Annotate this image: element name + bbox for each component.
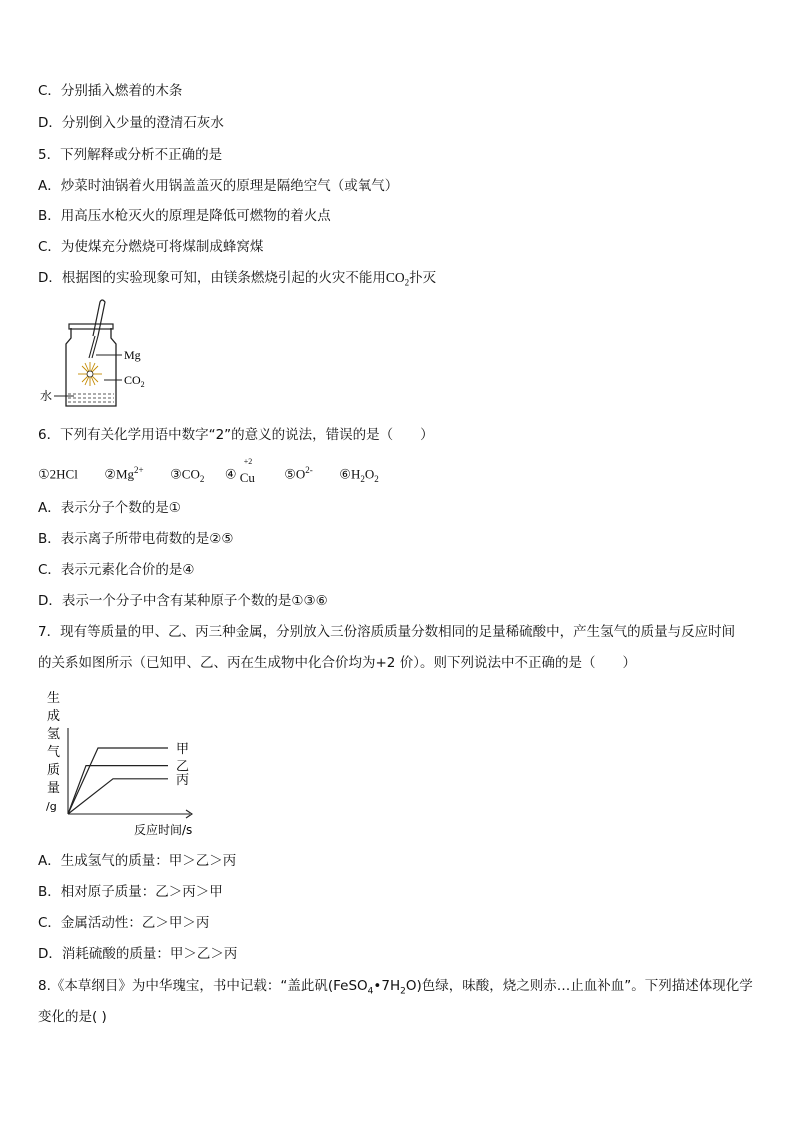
- y-axis-label-char: 氢: [47, 727, 61, 742]
- y-axis-label-char: 气: [47, 745, 61, 760]
- q6-option-d: D．表示一个分子中含有某种原子个数的是①③⑥: [38, 593, 328, 609]
- q5-option-d-formula-sub: 2: [404, 277, 410, 288]
- q5-option-d: [38, 269, 436, 292]
- q8-stem-a: 8.《本草纲目》为中华瑰宝，书中记载：“盖此矾(FeSO: [38, 978, 368, 994]
- y-axis-label-char: 成: [47, 709, 61, 724]
- y-axis-label-char: 生: [47, 691, 61, 706]
- q6-option-b: B．表示离子所带电荷数的是②⑤: [38, 531, 234, 547]
- q5-stem: 5．下列解释或分析不正确的是: [38, 147, 223, 163]
- y-axis-label-char: 量: [47, 781, 61, 796]
- q6-item-4: ④: [224, 466, 237, 482]
- q6-item-3-sub: 2: [199, 473, 205, 484]
- q6-items: [38, 457, 379, 488]
- q5-option-c: C．为使煤充分燃烧可将煤制成蜂窝煤: [38, 239, 264, 255]
- q5-option-d-tail: 扑灭: [409, 270, 437, 286]
- q8-stem-line2: 变化的是( ): [38, 1009, 107, 1025]
- q5-jar-figure: [38, 298, 168, 413]
- q8-stem-b: O)色绿，味酸，烧之则赤…止血补血”。下列描述体现化学: [405, 978, 753, 994]
- series-line-乙: [68, 766, 168, 814]
- q6-item-6-sub2: 2: [374, 473, 379, 484]
- q7-stem-line2: 的关系如图所示（已知甲、乙、丙在生成物中化合价均为+2 价）。则下列说法中不正确的是（ ）: [38, 655, 636, 671]
- q5-option-a: A．炒菜时油锅着火用锅盖盖灭的原理是隔绝空气（或氧气）: [38, 178, 399, 194]
- q5-option-d-text: D．根据图的实验现象可知，由镁条燃烧引起的火灾不能用: [38, 270, 386, 286]
- q4-option-d: D．分别倒入少量的澄清石灰水: [38, 115, 224, 131]
- q6-item-5: ⑤O: [284, 466, 306, 482]
- q6-stem: 6．下列有关化学用语中数字“2”的意义的说法，错误的是（ ）: [38, 427, 434, 443]
- q6-item-6-sub1: 2: [360, 473, 365, 484]
- mg-label: Mg: [124, 348, 141, 362]
- q6-item-2-sup: 2+: [134, 465, 144, 475]
- q6-option-c: C．表示元素化合价的是④: [38, 562, 195, 578]
- series-label-乙: 乙: [176, 759, 190, 775]
- y-axis-label: [46, 690, 60, 813]
- q6-item-1: ①2HCl: [38, 466, 78, 482]
- q6-item-4-element: Cu: [239, 470, 255, 486]
- series-line-丙: [68, 779, 168, 814]
- water-label: 水: [40, 389, 53, 403]
- q6-item-2: ②Mg: [104, 466, 135, 482]
- co2-label-main: CO: [124, 373, 141, 387]
- q7-chart: [38, 688, 228, 840]
- co2-label: [124, 373, 145, 389]
- q7-option-c: C．金属活动性：乙＞甲＞丙: [38, 915, 210, 931]
- q6-item-6: ⑥H: [339, 466, 361, 482]
- q5-option-b: B．用高压水枪灭火的原理是降低可燃物的着火点: [38, 208, 331, 224]
- q7-option-b: B．相对原子质量：乙＞丙＞甲: [38, 884, 223, 900]
- q6-item-4-valence: +2: [243, 457, 253, 467]
- y-axis-label-char: /g: [46, 800, 57, 813]
- series-line-甲: [68, 748, 168, 814]
- y-axis-label-char: 质: [47, 763, 61, 778]
- co2-label-sub: 2: [140, 380, 145, 389]
- q8-stem-line1: [38, 977, 753, 1001]
- q8-stem-mid: •7H: [373, 978, 401, 994]
- q6-option-a: A．表示分子个数的是①: [38, 500, 181, 516]
- q6-item-6-mid: O: [364, 466, 375, 482]
- q6-item-3: ③CO: [170, 466, 200, 482]
- q6-item-4-cu: [239, 457, 260, 486]
- q8-stem-sub1: 4: [367, 986, 374, 997]
- x-axis-label: 反应时间/s: [134, 823, 193, 837]
- series-label-丙: 丙: [176, 772, 190, 788]
- q7-option-d: D．消耗硫酸的质量：甲＞乙＞丙: [38, 946, 238, 962]
- series-label-甲: 甲: [176, 742, 190, 757]
- q5-option-d-formula: CO: [385, 270, 405, 285]
- q7-option-a: A．生成氢气的质量：甲＞乙＞丙: [38, 853, 237, 869]
- q4-option-c: C．分别插入燃着的木条: [38, 83, 183, 99]
- q7-stem-line1: 7．现有等质量的甲、乙、丙三种金属，分别放入三份溶质质量分数相同的足量稀硫酸中，产生氢气的质量与反应时间: [38, 624, 736, 640]
- q6-item-5-sup: 2-: [305, 465, 313, 475]
- q8-stem-sub2: 2: [400, 986, 406, 997]
